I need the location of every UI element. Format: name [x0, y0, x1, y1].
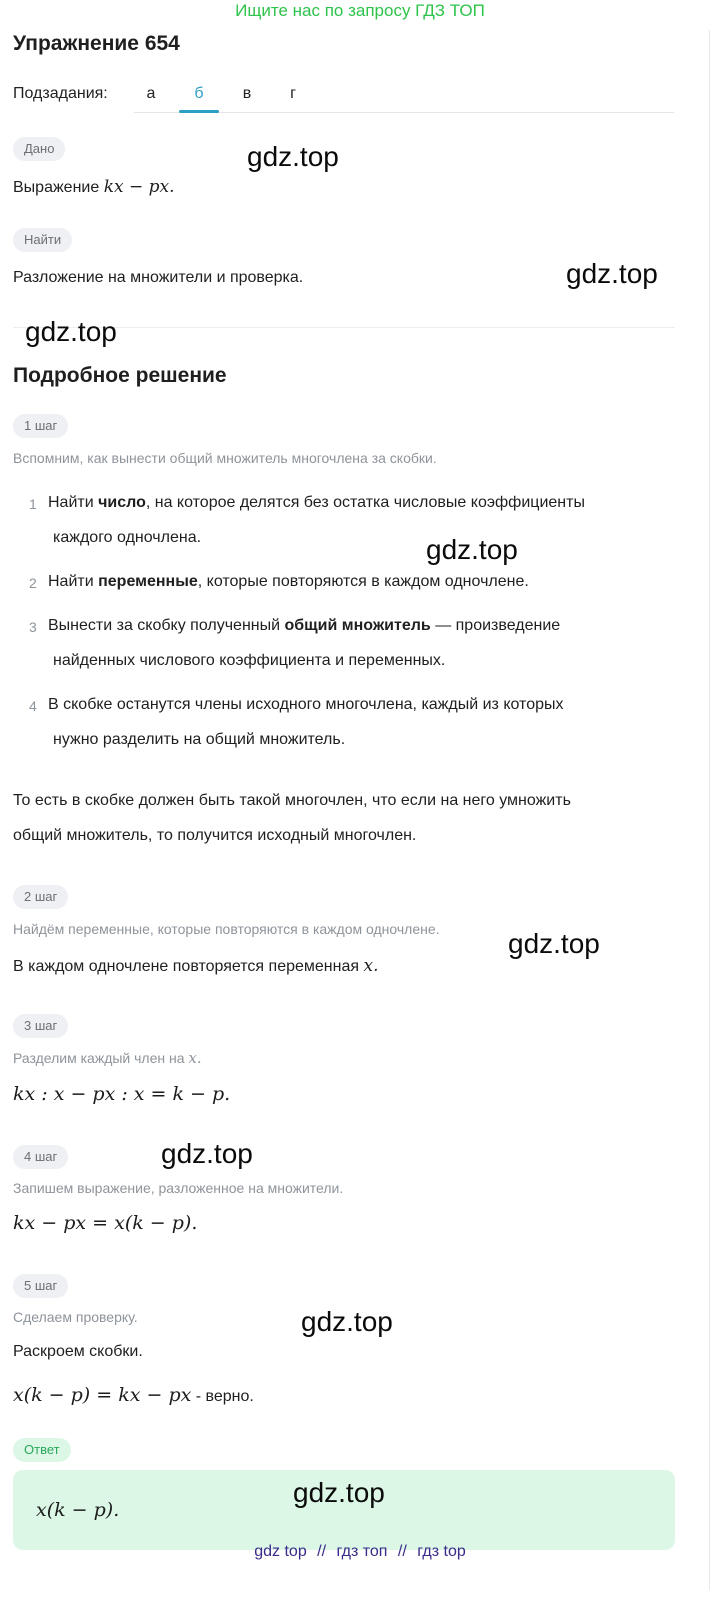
watermark: gdz.top: [508, 928, 600, 959]
step-1-paragraph-line1: То есть в скобке должен быть такой многочлен, что если на него умножить: [13, 792, 571, 809]
step-3-hint-label: Разделим каждый член на: [13, 1050, 185, 1066]
step-2-badge: 2 шаг: [13, 885, 68, 909]
tab-g[interactable]: г: [290, 85, 296, 102]
tab-a[interactable]: а: [146, 85, 156, 102]
step-1-badge: 1 шаг: [13, 414, 68, 438]
footer-links: [0, 1543, 720, 1561]
list-item-1-post: , на которое делятся без остатка числовые коэффициенты: [145, 494, 585, 511]
watermark: gdz.top: [247, 141, 339, 172]
right-border: [709, 30, 710, 1590]
tab-v[interactable]: в: [242, 85, 252, 102]
answer-badge: Ответ: [13, 1438, 71, 1462]
given-expression: kx − px.: [103, 177, 175, 197]
subtasks-label: Подзадания:: [13, 85, 108, 102]
list-item-1: [48, 494, 585, 512]
tab-b[interactable]: б: [194, 85, 204, 102]
step-4-formula: kx − px = x(k − p).: [13, 1212, 198, 1234]
step-5-verdict: - верно.: [191, 1388, 254, 1405]
step-5-formula: x(k − p) = kx − px: [13, 1384, 192, 1406]
step-2-hint: Найдём переменные, которые повторяются в каждом одночлене.: [13, 921, 440, 937]
list-item-1-line2: каждого одночлена.: [53, 529, 202, 546]
watermark: gdz.top: [301, 1306, 393, 1337]
list-number-4: 4: [29, 698, 37, 714]
solution-title: Подробное решение: [13, 364, 227, 387]
footer-link-gdz-top-ru[interactable]: гдз топ: [336, 1543, 388, 1560]
list-item-3-pre: Вынести за скобку полученный: [48, 617, 285, 634]
given-text: [13, 177, 175, 197]
given-label: Выражение: [13, 179, 100, 196]
active-tab-indicator: [179, 110, 219, 113]
list-item-3-post: — произведение: [430, 617, 561, 634]
step-5-hint: Сделаем проверку.: [13, 1309, 138, 1325]
watermark: gdz.top: [426, 534, 518, 565]
list-number-2: 2: [29, 575, 37, 591]
watermark: gdz.top: [293, 1477, 385, 1508]
step-3-formula: kx : x − px : x = k − p.: [13, 1083, 231, 1105]
page-title: Упражнение 654: [13, 32, 180, 55]
watermark: gdz.top: [161, 1138, 253, 1169]
list-item-3: [48, 617, 560, 635]
step-2-text-label: В каждом одночлене повторяется переменная: [13, 958, 360, 975]
answer-formula: x(k − p).: [36, 1499, 120, 1521]
list-number-1: 1: [29, 496, 37, 512]
list-item-2-post: , которые повторяются в каждом одночлене.: [197, 573, 529, 590]
step-4-badge: 4 шаг: [13, 1145, 68, 1169]
list-number-3: 3: [29, 619, 37, 635]
watermark: gdz.top: [566, 258, 658, 289]
list-item-3-bold: общий множитель: [284, 617, 431, 634]
step-1-paragraph-line2: общий множитель, то получится исходный многочлен.: [13, 827, 417, 844]
step-2-math: x.: [363, 956, 379, 976]
step-2-text: [13, 956, 378, 976]
list-item-4: В скобке останутся члены исходного многочлена, каждый из которых: [48, 696, 564, 713]
list-item-2-pre: Найти: [48, 573, 99, 590]
footer-separator: //: [397, 1543, 407, 1560]
step-5-check: [13, 1384, 254, 1406]
list-item-2: [48, 573, 529, 591]
list-item-3-line2: найденных числового коэффициента и переменных.: [53, 652, 446, 669]
step-3-hint: [13, 1049, 202, 1067]
step-3-badge: 3 шаг: [13, 1014, 68, 1038]
watermark: gdz.top: [25, 316, 117, 347]
step-3-hint-math: x.: [188, 1049, 202, 1067]
list-item-1-bold: число: [98, 494, 146, 511]
footer-link-gdz-top[interactable]: gdz top: [254, 1543, 307, 1560]
given-badge: Дано: [13, 137, 65, 161]
find-text: Разложение на множители и проверка.: [13, 269, 304, 286]
list-item-1-pre: Найти: [48, 494, 99, 511]
list-item-2-bold: переменные: [98, 573, 198, 590]
step-5-text: Раскроем скобки.: [13, 1343, 143, 1360]
footer-separator: //: [317, 1543, 327, 1560]
footer-link-gdz-top-mixed[interactable]: гдз top: [417, 1543, 466, 1560]
search-banner: Ищите нас по запросу ГДЗ ТОП: [235, 1, 485, 20]
step-1-hint: Вспомним, как вынести общий множитель многочлена за скобки.: [13, 450, 437, 466]
step-5-badge: 5 шаг: [13, 1274, 68, 1298]
find-badge: Найти: [13, 228, 72, 252]
step-4-hint: Запишем выражение, разложенное на множители.: [13, 1180, 344, 1196]
list-item-4-line2: нужно разделить на общий множитель.: [53, 731, 346, 748]
